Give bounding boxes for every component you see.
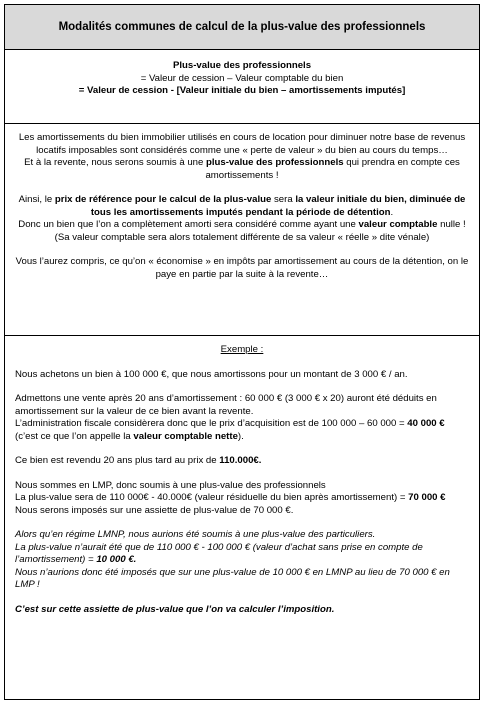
example-line-6 bbox=[15, 492, 469, 505]
example-line-1: Nous achetons un bien à 100 000 €, que nous amortissons pour un montant de 3 000 € / an. bbox=[15, 368, 408, 380]
bold-run: valeur comptable nette bbox=[133, 430, 238, 442]
bold-run: prix de référence pour le calcul de la plus-value bbox=[54, 194, 272, 205]
formula-line-2: = Valeur de cession - [Valeur initiale du bien – amortissements imputés] bbox=[78, 85, 406, 96]
explanation-section bbox=[5, 123, 479, 335]
bold-run: plus-value des professionnels bbox=[206, 157, 344, 168]
example-line-9 bbox=[15, 542, 469, 567]
text-run: qui prendra en compte ces amortissements ! bbox=[205, 157, 460, 181]
explanation-paragraph-1: Les amortissements du bien immobilier utilisés en cours de location pour diminuer notre base de revenus locatifs imposables sont considérés comme une « perte de valeur » du bien au cours du temps… bbox=[18, 132, 466, 156]
example-line-10: Nous n’aurions donc été imposés que sur une plus-value de 10 000 € en LMNP au lieu de 70 000 € en LMP ! bbox=[15, 566, 450, 590]
example-line-7: Nous serons imposés sur une assiette de plus-value de 70 000 €. bbox=[15, 504, 294, 516]
text-run: Ce bien est revendu 20 ans plus tard au prix de bbox=[15, 455, 220, 466]
bold-run: 10 000 €. bbox=[96, 554, 137, 565]
text-run: nulle ! bbox=[437, 219, 466, 230]
text-run: . bbox=[390, 206, 394, 218]
example-section bbox=[5, 335, 479, 699]
text-run: La plus-value n’aurait été que de 110 000 € - 100 000 € (valeur d’achat sans prise en compte de l’amortissement) = bbox=[15, 541, 423, 565]
page-title: Modalités communes de calcul de la plus-value des professionnels bbox=[58, 21, 426, 33]
bold-run: 110.000€. bbox=[219, 455, 262, 466]
formula-heading: Plus-value des professionnels bbox=[172, 60, 312, 71]
text-run: (c’est ce que l’on appelle la bbox=[15, 430, 134, 442]
explanation-paragraph-2 bbox=[15, 157, 469, 182]
document-table bbox=[4, 4, 480, 700]
explanation-paragraph-6: Vous l’aurez compris, ce qu’on « économise » en impôts par amortissement au cours de la détention, on le paye en partie par la suite à la revente… bbox=[15, 256, 469, 280]
text-run: L’administration fiscale considèrera donc que le prix d’acquisition est de 100 000 – 60 000 = bbox=[15, 418, 408, 429]
bold-run: la valeur initiale du bien, diminuée de tous les amortissements imputés pendant la période de détention bbox=[90, 194, 466, 218]
example-conclusion: C’est sur cette assiette de plus-value que l’on va calculer l’imposition. bbox=[15, 603, 335, 615]
text-run: ). bbox=[237, 430, 244, 442]
title-section bbox=[5, 5, 479, 49]
bold-run: 70 000 € bbox=[408, 492, 446, 503]
example-line-4 bbox=[15, 455, 469, 468]
formula-section bbox=[5, 49, 479, 123]
example-line-3 bbox=[15, 418, 469, 443]
example-line-5: Nous sommes en LMP, donc soumis à une plus-value des professionnels bbox=[15, 479, 326, 491]
example-heading: Exemple : bbox=[220, 344, 264, 355]
explanation-paragraph-3 bbox=[15, 194, 469, 219]
explanation-paragraph-5: (Sa valeur comptable sera alors totalement différente de sa valeur « réelle » dite vénale) bbox=[54, 231, 430, 243]
bold-run: 40 000 € bbox=[407, 418, 445, 429]
text-run: La plus-value sera de 110 000€ - 40.000€ (valeur résiduelle du bien après amortissement) = bbox=[15, 492, 409, 503]
text-run: sera bbox=[271, 194, 296, 205]
explanation-paragraph-4 bbox=[15, 219, 469, 232]
text-run: Donc un bien que l’on a complètement amorti sera considéré comme ayant une bbox=[18, 219, 359, 230]
example-line-8: Alors qu’en régime LMNP, nous aurions été soumis à une plus-value des particuliers. bbox=[15, 529, 376, 540]
example-line-2: Admettons une vente après 20 ans d’amortissement : 60 000 € (3 000 € x 20) auront été déduits en amortissement sur la valeur de ce bien avant la revente. bbox=[15, 393, 437, 417]
text-run: Et à la revente, nous serons soumis à une bbox=[24, 157, 207, 168]
bold-run: valeur comptable bbox=[358, 219, 438, 230]
formula-line-1: = Valeur de cession – Valeur comptable du bien bbox=[140, 72, 344, 84]
text-run: Ainsi, le bbox=[18, 194, 55, 205]
